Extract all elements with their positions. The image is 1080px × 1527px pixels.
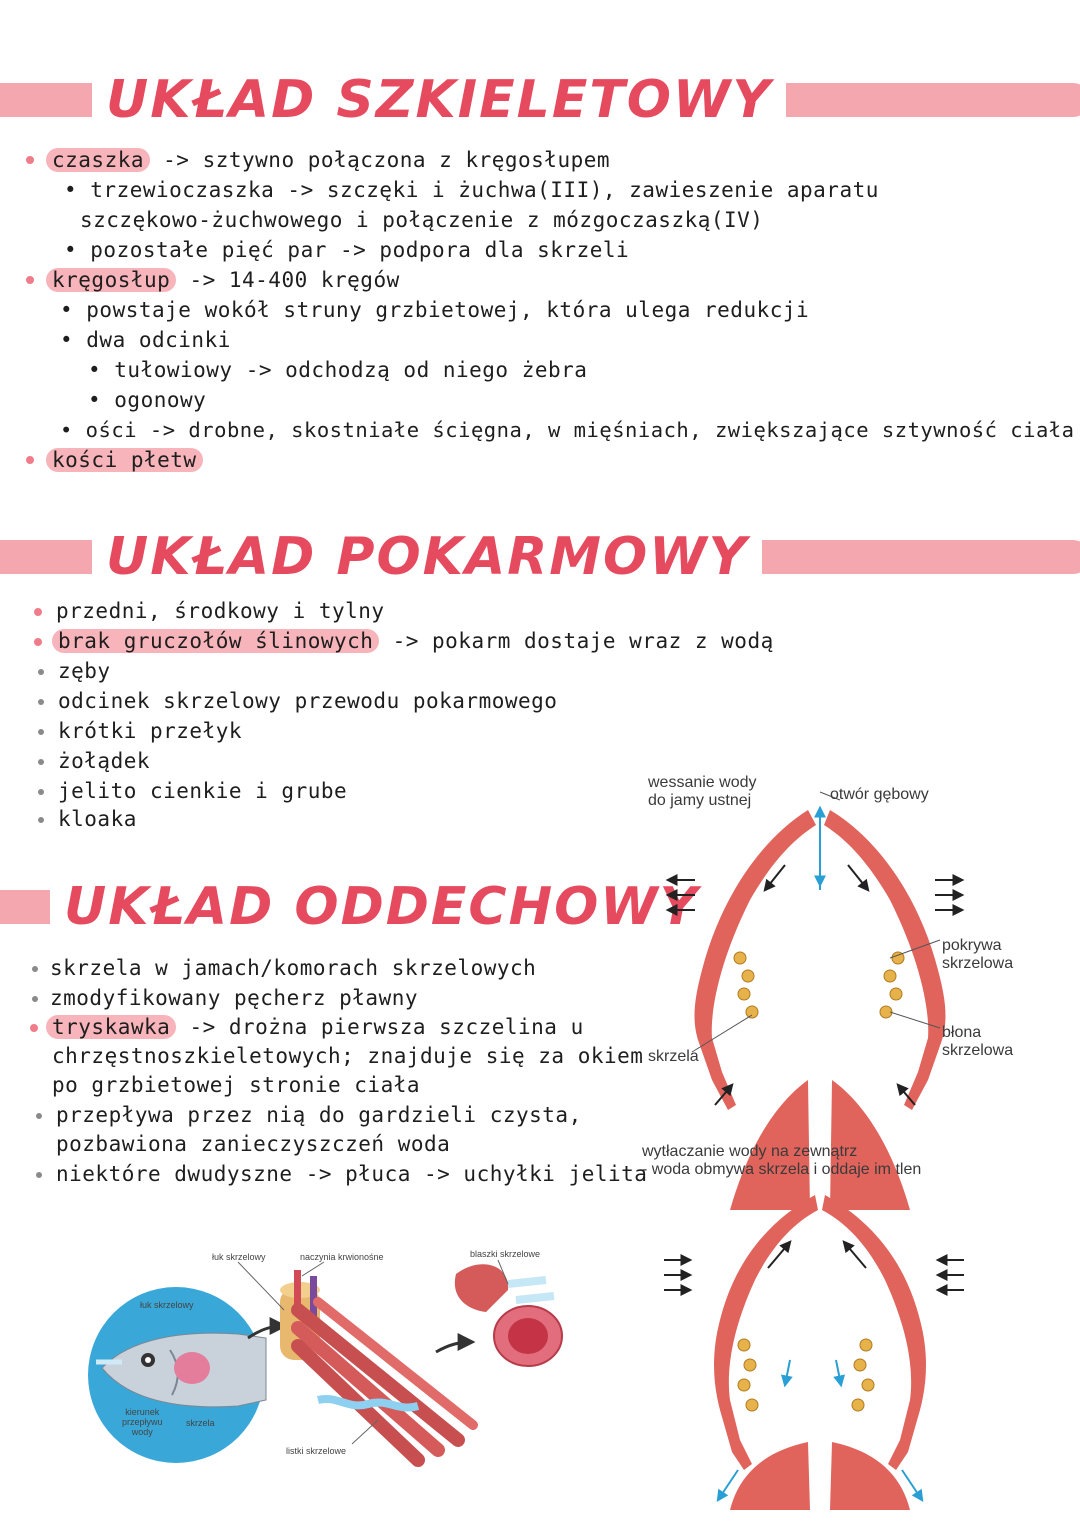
digestive-banner	[0, 522, 1080, 592]
list-item: krótki przełyk	[58, 719, 243, 743]
list-item: brak gruczołów ślinowych -> pokarm dostaje wraz z wodą	[52, 627, 774, 655]
label-vessels: naczynia krwionośne	[300, 1252, 384, 1262]
label-arch-fish: łuk skrzelowy	[140, 1300, 194, 1310]
exhale-diagram	[664, 1195, 964, 1510]
list-item: • ości -> drobne, skostniałe ścięgna, w mięśniach, zwiększające sztywność ciała	[60, 418, 1075, 442]
list-item: zmodyfikowany pęcherz pławny	[50, 986, 419, 1010]
list-item: • powstaje wokół struny grzbietowej, która ulega redukcji	[60, 298, 810, 322]
list-item: niektóre dwudyszne -> płuca -> uchyłki jelita	[56, 1162, 648, 1186]
label-inhale: wessanie wody do jamy ustnej	[648, 774, 757, 809]
list-item: • trzewioczaszka -> szczęki i żuchwa(III), zawieszenie aparatu	[64, 178, 879, 202]
list-item: przepływa przez nią do gardzieli czysta,	[56, 1103, 582, 1127]
list-item: kręgosłup -> 14-400 kręgów	[46, 266, 400, 294]
list-item: • dwa odcinki	[60, 328, 231, 352]
label-membrane: błona skrzelowa	[942, 1024, 1014, 1059]
respiratory-title: UKŁAD ODDECHOWY	[50, 872, 709, 942]
gill-structure-svg	[88, 1250, 578, 1470]
label-gills-small: skrzela	[186, 1418, 215, 1428]
list-item: przedni, środkowy i tylny	[56, 599, 385, 623]
list-item: • pozostałe pięć par -> podpora dla skrzeli	[64, 238, 630, 262]
list-item: • tułowiowy -> odchodzą od niego żebra	[88, 358, 588, 382]
list-item: skrzela w jamach/komorach skrzelowych	[50, 956, 537, 980]
list-item: tryskawka -> drożna pierwsza szczelina u	[46, 1013, 584, 1041]
label-flow: kierunek przepływu wody	[122, 1407, 163, 1437]
skeletal-banner	[0, 65, 1080, 135]
digestive-title: UKŁAD POKARMOWY	[92, 522, 762, 592]
list-item: po grzbietowej stronie ciała	[52, 1073, 421, 1097]
list-item: • ogonowy	[88, 388, 207, 412]
label-arch-top: łuk skrzelowy	[212, 1252, 266, 1262]
list-item: odcinek skrzelowy przewodu pokarmowego	[58, 689, 558, 713]
list-item: chrzęstnoszkieletowych; znajduje się za okiem	[52, 1044, 644, 1068]
list-item: kloaka	[58, 807, 137, 831]
label-filaments: listki skrzelowe	[286, 1446, 347, 1456]
label-gills: skrzela	[648, 1048, 699, 1065]
list-item: kości płetw	[46, 446, 203, 474]
label-gill-cover: pokrywa skrzelowa	[942, 937, 1014, 972]
list-item: czaszka -> sztywno połączona z kręgosłupem	[46, 146, 610, 174]
list-item: szczękowo-żuchwowego i połączenie z mózgoczaszką(IV)	[80, 208, 764, 232]
list-item: jelito cienkie i grube	[58, 779, 348, 803]
skeletal-title: UKŁAD SZKIELETOWY	[92, 65, 786, 135]
label-mouth: otwór gębowy	[830, 786, 929, 803]
list-item: pozbawiona zanieczyszczeń woda	[56, 1132, 451, 1156]
label-lamellae: blaszki skrzelowe	[470, 1249, 541, 1259]
label-exhale: wytłaczanie wody na zewnątrz - woda obmywa skrzela i oddaje im tlen	[642, 1143, 922, 1178]
list-item: żołądek	[58, 749, 151, 773]
list-item: zęby	[58, 659, 111, 683]
respiratory-banner	[0, 872, 700, 942]
